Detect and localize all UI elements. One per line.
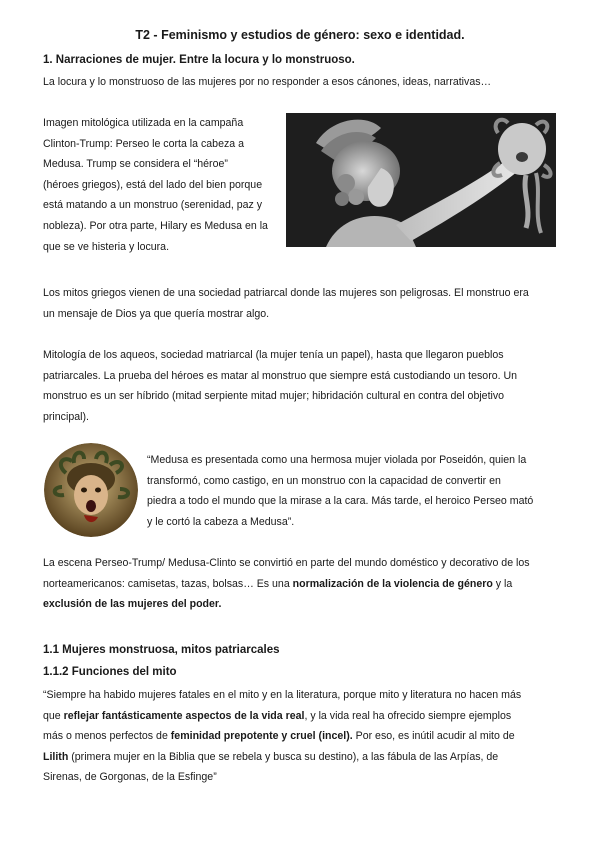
perseus-medusa-sculpture-image bbox=[286, 113, 556, 247]
paragraph-mitos-griegos: Los mitos griegos vienen de una sociedad patriarcal donde las mujeres son peligrosas. El monstruo era un mensaje de Dios ya que quería mostrar algo. bbox=[43, 287, 529, 320]
image-caption: Imagen mitológica utilizada en la campaña Clinton-Trump: Perseo le corta la cabeza a Medusa. Trump se considera el “héroe” (héroes griegos), está del lado del bien porque está matando a un monstruo (serenidad, paz y nobleza). Por otra parte, Hilary es Medusa en la que se ve histeria y locura. bbox=[43, 117, 268, 253]
section-1-heading: 1. Narraciones de mujer. Entre la locura y lo monstruoso. bbox=[43, 54, 355, 66]
section-1-intro: La locura y lo monstruoso de las mujeres por no responder a esos cánones, ideas, narrativas… bbox=[43, 76, 492, 88]
medusa-shield-image bbox=[44, 443, 138, 537]
page-title: T2 - Feminismo y estudios de género: sexo e identidad. bbox=[135, 28, 465, 42]
quote-medusa: “Medusa es presentada como una hermosa mujer violada por Poseidón, quien la transformó, como castigo, en un monstruo con la capacidad de convertir en piedra a todo el mundo que la mirase a la cara. Más tarde, el heroico Perseo mató y le cortó la cabeza a Medusa”. bbox=[147, 454, 534, 528]
paragraph-funciones-mito-quote: “Siempre ha habido mujeres fatales en el mito y en la literatura, porque mito y literatura no hacen más que reflejar fantásticamente aspectos de la vida real, y la vida real ha ofrecido siempre ejemplos más o menos perfectos de feminidad prepotente y cruel (incel). Por eso, es inútil acudir al mito de Lilith (primera mujer en la Biblia que se rebela y busca su destino), a las fábula de las Arpías, de Sirenas, de Gorgonas, de la Esfinge” bbox=[43, 689, 522, 784]
paragraph-aqueos: Mitología de los aqueos, sociedad matriarcal (la mujer tenía un papel), hasta que llegaron pueblos patriarcales. La prueba del héroes es matar al monstruo que siempre está custodiando un tesoro. Un monstruo es un ser híbrido (mitad serpiente mitad mujer; hibridación cultural en contra del objetivo principal). bbox=[43, 349, 518, 423]
section-1-1-heading: 1.1 Mujeres monstruosa, mitos patriarcales bbox=[43, 644, 280, 656]
paragraph-escena-perseo-trump: La escena Perseo-Trump/ Medusa-Clinto se convirtió en parte del mundo doméstico y decorativo de los norteamericanos: camisetas, tazas, bolsas… Es una normalización de la violencia de género y la exclusión de las mujeres del poder. bbox=[43, 557, 530, 611]
section-1-1-2-heading: 1.1.2 Funciones del mito bbox=[43, 666, 177, 678]
